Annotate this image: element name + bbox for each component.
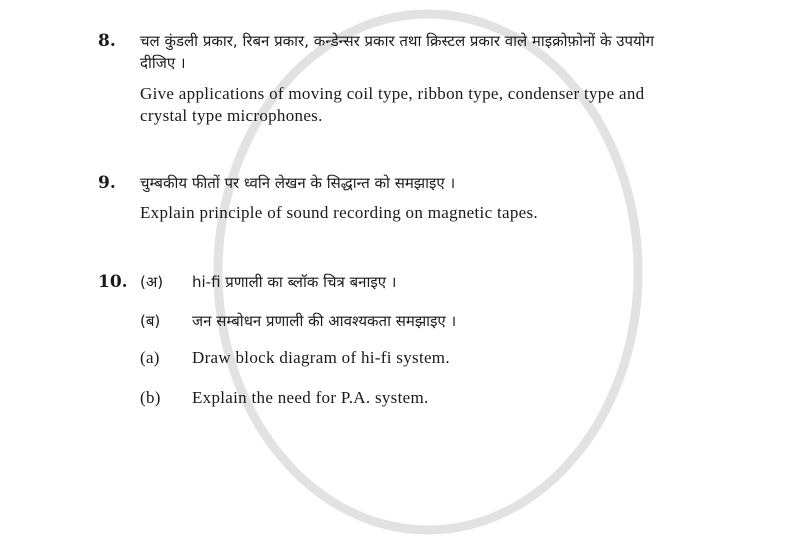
question-10 [98, 271, 770, 409]
part-label: (a) [140, 348, 160, 367]
question-hindi: चुम्बकीय फीतों पर ध्वनि लेखन के सिद्धान्त को समझाइए । [140, 174, 456, 192]
question-part [140, 347, 770, 369]
question-english: Give applications of moving coil type, ribbon type, condenser type and [140, 84, 645, 103]
question-part [140, 310, 770, 332]
part-label: (ब) [140, 312, 161, 330]
question-english: Explain principle of sound recording on magnetic tapes. [140, 203, 538, 222]
part-text: जन सम्बोधन प्रणाली की आवश्यकता समझाइए । [192, 312, 457, 330]
question-part [140, 387, 770, 409]
question-number: 10. [98, 272, 128, 292]
question-part [140, 271, 770, 293]
part-label: (b) [140, 388, 161, 407]
question-hindi: दीजिए । [140, 54, 186, 72]
part-text: Draw block diagram of hi-fi system. [192, 348, 450, 367]
question-number: 8. [98, 31, 116, 51]
question-list [98, 30, 770, 409]
question-english: crystal type microphones. [140, 106, 323, 125]
part-label: (अ) [140, 273, 164, 291]
question-hindi: चल कुंडली प्रकार, रिबन प्रकार, कन्डेन्सर प्रकार तथा क्रिस्टल प्रकार वाले माइक्रोफ़ोनों के उपयोग [140, 32, 655, 50]
part-text: hi-fi प्रणाली का ब्लॉक चित्र बनाइए । [192, 273, 397, 291]
part-text: Explain the need for P.A. system. [192, 388, 429, 407]
question-9 [98, 172, 770, 224]
question-8 [98, 30, 770, 127]
question-number: 9. [98, 173, 116, 193]
